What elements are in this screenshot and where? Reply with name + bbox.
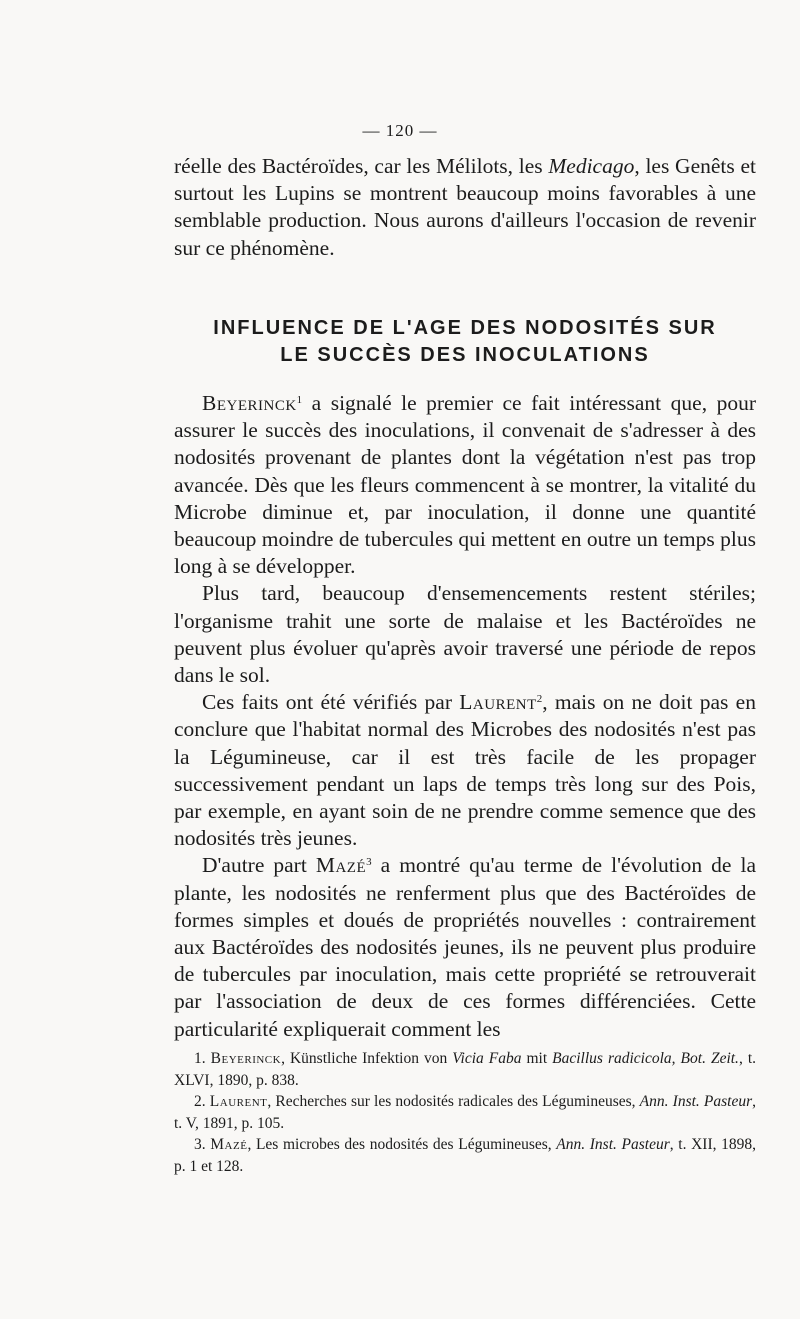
footnote-text: , Künstliche Infektion von: [281, 1050, 453, 1067]
footnote-author: Laurent: [209, 1093, 268, 1110]
section-heading-line2: LE SUCCÈS DES INOCULATIONS: [280, 344, 650, 366]
intro-text-a: réelle des Bactéroïdes, car les Mélilots, les: [174, 154, 549, 178]
paragraph-text: a montré qu'au terme de l'évolution de la plante, les nodosités ne renferment plus que des Bactéroïdes de formes simples et doués de propriétés nouvelles : contrairement aux Bactéroïdes des nodosités jeunes, ils ne peuvent plus produire de tubercules par inoculation, mais cette propriété se retrouverait par l'association de deux de ces formes différenciées. Cette particularité expliquerait comment les: [174, 853, 756, 1041]
footnote: [174, 1091, 756, 1134]
footnote-italic: Bacillus radicicola, Bot. Zeit.: [552, 1050, 739, 1067]
paragraph-text: Plus tard, beaucoup d'ensemencements restent stériles; l'organisme trahit une sorte de malaise et les Bactéroïdes ne peuvent plus évoluer qu'après avoir traversé une période de repos dans le sol.: [174, 581, 756, 688]
footnote-text: , Recherches sur les nodosités radicales des Légumineuses,: [267, 1093, 640, 1110]
footnote-author: Mazé: [210, 1136, 248, 1153]
footnote: [174, 1134, 756, 1177]
author-name: Beyerinck: [202, 391, 297, 415]
footnote: [174, 1048, 756, 1091]
footnote-text: , t. XLVI, 1890, p. 838.: [174, 1050, 756, 1089]
author-name: Mazé: [315, 853, 367, 878]
page-number: — 120 —: [362, 121, 438, 140]
paragraph-text-lead: D'autre part: [202, 853, 316, 878]
intro-text-b: , les Genêts et surtout les Lupins se montrent beaucoup moins favorables à une semblable production. Nous aurons d'ailleurs l'occasion de revenir sur ce phénomène.: [174, 154, 756, 260]
footnote-ref: 3: [366, 856, 372, 869]
footnote-italic: Ann. Inst. Pasteur: [639, 1093, 753, 1110]
footnote-text: , t. V, 1891, p. 105.: [174, 1093, 757, 1132]
footnote-text: mit: [521, 1050, 553, 1067]
section-body: [174, 390, 756, 1043]
paragraph: [174, 852, 756, 1042]
footnote-text: , t. XII, 1898, p. 1 et 128.: [174, 1136, 756, 1175]
footnote-author: Beyerinck: [210, 1050, 282, 1067]
footnotes: [174, 1048, 756, 1177]
footnote-ref: 2: [536, 693, 543, 706]
section-heading-line1: INFLUENCE DE L'AGE DES NODOSITÉS SUR: [213, 317, 717, 339]
footnote-italic: Ann. Inst. Pasteur: [556, 1136, 670, 1153]
paragraph-text-lead: Ces faits ont été vérifiés par: [202, 690, 460, 715]
paragraph: [174, 689, 756, 852]
section-heading: [174, 315, 756, 369]
footnote-number: 2.: [194, 1093, 206, 1110]
paragraph-text: , mais on ne doit pas en conclure que l'habitat normal des Microbes des nodosités n'est pas la Légumineuse, car il est très facile de les propager successivement pendant un laps de temps très long sur des Pois, par exemple, en ayant soin de ne prendre comme semence que des nodosités très jeunes.: [174, 690, 756, 851]
intro-italic-term: Medicago: [548, 154, 635, 178]
paragraph: [174, 580, 756, 689]
footnote-ref: 1: [296, 394, 303, 406]
footnote-italic: Vicia Faba: [452, 1050, 522, 1067]
footnote-number: 3.: [194, 1136, 206, 1153]
paragraph: [174, 390, 756, 580]
author-name: Laurent: [459, 690, 537, 715]
footnote-text: , Les microbes des nodosités des Légumineuses,: [247, 1136, 557, 1153]
intro-paragraph: [174, 153, 756, 262]
paragraph-text: a signalé le premier ce fait intéressant que, pour assurer le succès des inoculations, il convenait de s'adresser à des nodosités provenant de plantes dont la végétation n'est pas trop avancée. Dès que les fleurs commencent à se montrer, la vitalité du Microbe diminue et, par inoculation, il donne une quantité beaucoup moindre de tubercules qui mettent en outre un temps plus long à se développer.: [174, 391, 756, 579]
footnote-number: 1.: [194, 1050, 206, 1067]
